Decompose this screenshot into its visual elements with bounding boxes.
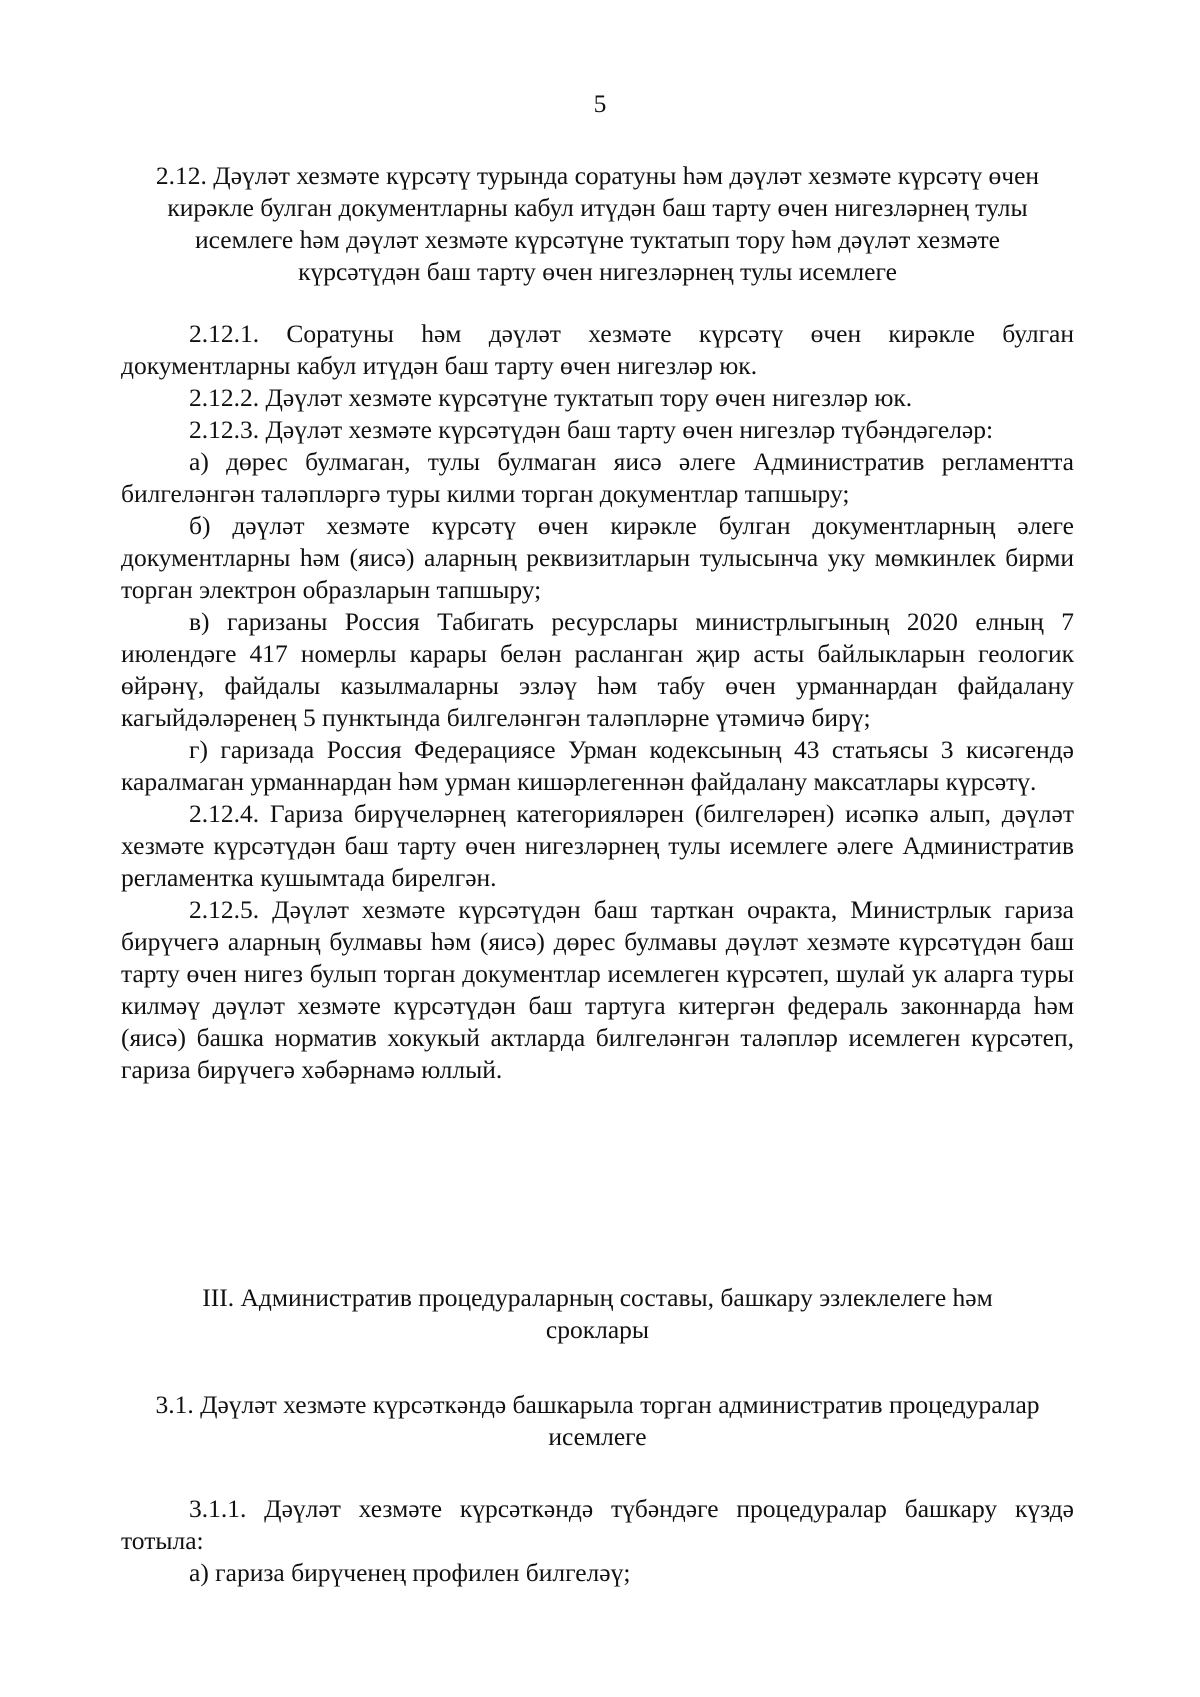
section-heading-3-1: 3.1. Дәүләт хезмәте күрсәткәндә башкарыла торган административ процедуралар исемлеге	[155, 1390, 1040, 1451]
paragraph-3-1-1: 3.1.1. Дәүләт хезмәте күрсәткәндә түбәндәге процедуралар башкару күздә тотыла:	[121, 1494, 1074, 1555]
section-heading-2-12: 2.12. Дәүләт хезмәте күрсәтү турында соратуны һәм дәүләт хезмәте күрсәтү өчен кирәкле булган документларны кабул итүдән баш тарту өчен нигезләрнең тулы исемлеге һәм дәүләт хезмәте күрсәтүне туктатып тору һәм дәүләт хезмәте күрсәтүдән баш тарту өчен нигезләрнең тулы исемлеге	[155, 161, 1040, 286]
paragraph-2-12-1: 2.12.1. Соратуны һәм дәүләт хезмәте күрсәтү өчен кирәкле булган документларны кабул итүдән баш тарту өчен нигезләр юк.	[121, 319, 1074, 380]
list-item-b: б) дәүләт хезмәте күрсәтү өчен кирәкле булган документларның әлеге документларны һәм (яисә) аларның реквизитларын тулысынча уку мөмкинлек бирми торган электрон образларын тапшыру;	[121, 511, 1074, 604]
section-3-1-heading-block	[121, 1389, 1074, 1453]
paragraph-2-12-5: 2.12.5. Дәүләт хезмәте күрсәтүдән баш тарткан очракта, Министрлык гариза бирүчегә аларның булмавы һәм (яисә) дөрес булмавы дәүләт хезмәте күрсәтүдән баш тарту өчен нигез булып торган документлар исемлеген күрсәтеп, шулай ук аларга туры килмәү дәүләт хезмәте күрсәтүдән баш тартуга китергән федераль законнарда һәм (яисә) башка норматив хокукый актларда билгеләнгән таләпләр исемлеген күрсәтеп, гариза бирүчегә хәбәрнамә юллый.	[121, 895, 1074, 1084]
section-3-1-1-body	[121, 1493, 1074, 1589]
section-2-12-heading-block	[121, 160, 1074, 288]
section-heading-3: III. Административ процедураларның составы, башкару эзлеклелеге һәм сроклары	[202, 1283, 993, 1344]
paragraph-2-12-3: 2.12.3. Дәүләт хезмәте күрсәтүдән баш тарту өчен нигезләр түбәндәгеләр:	[189, 415, 994, 444]
list-item-a-3-1-1: а) гариза бирүченең профилен билгеләү;	[189, 1558, 631, 1587]
section-3-heading-block	[121, 1282, 1074, 1346]
section-2-12-body	[121, 318, 1074, 1086]
list-item-g: г) гаризада Россия Федерациясе Урман кодексының 43 статьясы 3 кисәгендә каралмаган урманнардан һәм урман кишәрлегеннән файдалану максатлары күрсәтү.	[121, 735, 1074, 796]
list-item-a: а) дөрес булмаган, тулы булмаган яисә әлеге Административ регламентта билгеләнгән таләпләргә туры килми торган документлар тапшыру;	[121, 447, 1074, 508]
paragraph-2-12-2: 2.12.2. Дәүләт хезмәте күрсәтүне туктатып тору өчен нигезләр юк.	[189, 383, 913, 412]
page-number: 5	[593, 89, 607, 118]
list-item-v: в) гаризаны Россия Табигать ресурслары министрлыгының 2020 елның 7 июлендәге 417 номерлы карары белән расланган җир асты байлыкларын геологик өйрәнү, файдалы казылмаларны эзләү һәм табу өчен урманнардан файдалану кагыйдәләренең 5 пунктында билгеләнгән таләпләрне үтәмичә бирү;	[121, 607, 1074, 732]
paragraph-2-12-4: 2.12.4. Гариза бирүчеләрнең категорияләрен (билгеләрен) исәпкә алып, дәүләт хезмәте күрсәтүдән баш тарту өчен нигезләрнең тулы исемлеге әлеге Административ регламентка кушымтада бирелгән.	[121, 799, 1074, 892]
